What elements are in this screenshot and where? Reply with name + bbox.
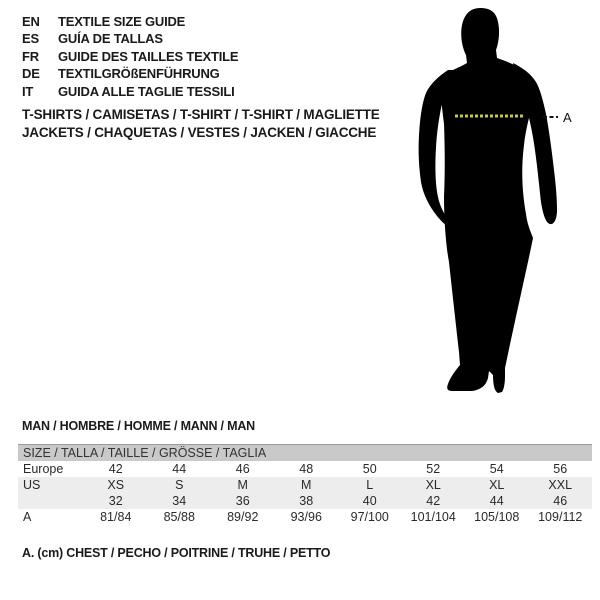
- row-label: [18, 493, 84, 509]
- language-label: GUIDE DES TAILLES TEXTILE: [58, 48, 239, 64]
- language-code: FR: [22, 48, 39, 64]
- table-cell: 38: [299, 494, 314, 508]
- table-cell: 44: [489, 494, 504, 508]
- table-cell: 54: [489, 462, 504, 476]
- language-code: DE: [22, 66, 40, 82]
- language-label: GUIDA ALLE TAGLIE TESSILI: [58, 83, 235, 99]
- table-cell: 52: [426, 462, 441, 476]
- table-cell: 101/104: [410, 510, 456, 524]
- table-cell: 81/84: [100, 510, 132, 524]
- table-cell: M: [237, 478, 248, 492]
- size-table: [18, 444, 592, 525]
- language-row-de: [22, 65, 238, 82]
- table-cell: 40: [362, 494, 377, 508]
- table-cell: 32: [108, 494, 123, 508]
- section-title-man: MAN / HOMBRE / HOMME / MANN / MAN: [22, 419, 255, 433]
- table-cell: XL: [425, 478, 441, 492]
- language-code: ES: [22, 31, 39, 47]
- language-row-it: [22, 83, 238, 100]
- size-table-header: SIZE / TALLA / TAILLE / GRÖSSE / TAGLIA: [18, 444, 592, 461]
- man-silhouette-svg: [415, 0, 600, 400]
- language-code: EN: [22, 14, 40, 29]
- table-cell: 105/108: [474, 510, 520, 524]
- language-row-es: [22, 30, 238, 47]
- table-row-chest-a: [18, 509, 592, 525]
- table-cell: 85/88: [163, 510, 195, 524]
- table-cell: XL: [489, 478, 505, 492]
- table-row-us: [18, 477, 592, 493]
- language-list: [22, 13, 238, 100]
- category-jackets: JACKETS / CHAQUETAS / VESTES / JACKEN / GIACCHE: [22, 125, 377, 140]
- row-label: US: [23, 478, 41, 492]
- table-cell: 109/112: [538, 510, 583, 524]
- row-label: Europe: [23, 462, 64, 476]
- table-cell: M: [301, 478, 312, 492]
- table-cell: 89/92: [227, 510, 259, 524]
- table-cell: S: [175, 478, 184, 492]
- language-label: TEXTILE SIZE GUIDE: [58, 14, 186, 29]
- table-cell: 48: [299, 462, 314, 476]
- table-cell: 50: [362, 462, 377, 476]
- measurement-footnote: A. (cm) CHEST / PECHO / POITRINE / TRUHE / PETTO: [22, 546, 331, 560]
- table-row-europe: [18, 461, 592, 477]
- table-cell: 46: [553, 494, 568, 508]
- table-cell: XS: [107, 478, 125, 492]
- table-cell: 56: [553, 462, 568, 476]
- table-cell: 93/96: [290, 510, 322, 524]
- table-cell: L: [366, 478, 374, 492]
- language-code: IT: [22, 83, 34, 99]
- man-body-silhouette: [441, 8, 537, 393]
- table-cell: 36: [235, 494, 250, 508]
- table-cell: 97/100: [350, 510, 389, 524]
- table-cell: 44: [172, 462, 187, 476]
- language-label: TEXTILGRÖßENFÜHRUNG: [58, 66, 220, 82]
- table-cell: 46: [235, 462, 250, 476]
- row-label: A: [23, 510, 32, 524]
- measure-label-a: A: [563, 110, 572, 125]
- table-cell: XXL: [548, 478, 573, 492]
- table-cell: 42: [108, 462, 123, 476]
- table-row-numeric: [18, 493, 592, 509]
- language-row-en: [22, 13, 238, 30]
- table-cell: 34: [172, 494, 187, 508]
- category-tshirts: T-SHIRTS / CAMISETAS / T-SHIRT / T-SHIRT / MAGLIETTE: [22, 107, 380, 122]
- table-cell: 42: [426, 494, 441, 508]
- language-row-fr: [22, 48, 238, 65]
- category-list: [22, 106, 380, 142]
- language-label: GUÍA DE TALLAS: [58, 31, 163, 47]
- man-silhouette-figure: [415, 0, 600, 400]
